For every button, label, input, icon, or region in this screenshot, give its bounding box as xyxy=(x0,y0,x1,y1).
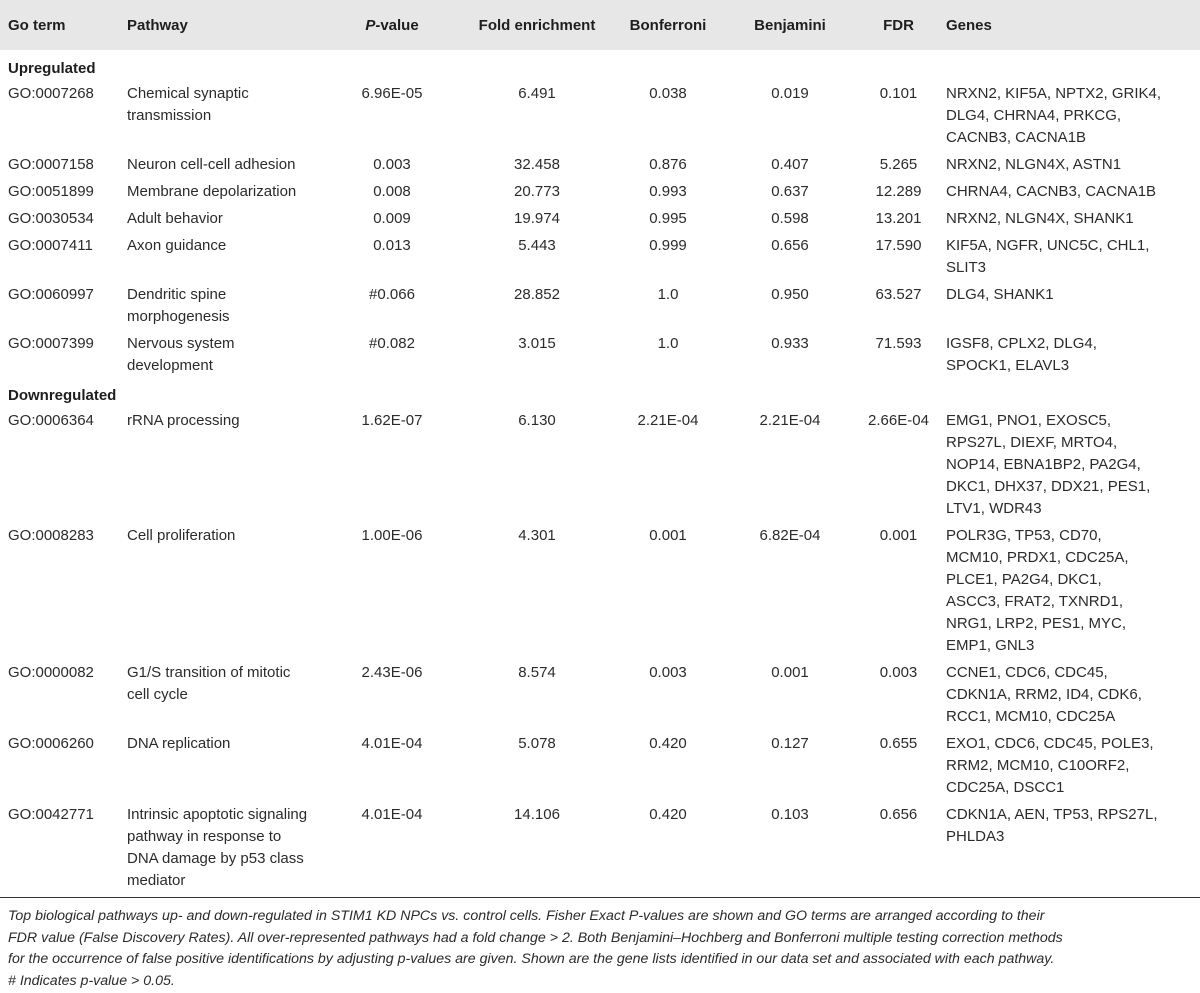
pathway-line: Intrinsic apoptotic signaling xyxy=(127,806,308,823)
genes-line: PHLDA3 xyxy=(946,828,1005,845)
table-row xyxy=(0,407,1200,525)
cell-fdr: 5.265 xyxy=(879,156,918,173)
cell-p-value: 1.00E-06 xyxy=(361,527,423,544)
genes-line: PLCE1, PA2G4, DKC1, xyxy=(946,571,1102,588)
cell-p-value: #0.082 xyxy=(369,335,415,352)
footnote-line: FDR value (False Discovery Rates). All over-represented pathways had a fold change > 2. Both Benjamini–Hochberg and Bonferroni multiple testing correction methods xyxy=(8,929,1063,946)
cell-pathway xyxy=(127,181,317,208)
cell-fold-enrichment: 8.574 xyxy=(518,664,556,681)
genes-line: CDKN1A, RRM2, ID4, CDK6, xyxy=(946,686,1142,703)
cell-pathway xyxy=(127,235,317,284)
genes-line: EXO1, CDC6, CDC45, POLE3, xyxy=(946,735,1154,752)
pathway-line: DNA damage by p53 class xyxy=(127,850,304,867)
pathway-line: Membrane depolarization xyxy=(127,183,297,200)
cell-go-term: GO:0060997 xyxy=(8,286,94,303)
genes-line: LTV1, WDR43 xyxy=(946,500,1042,517)
genes-line: POLR3G, TP53, CD70, xyxy=(946,527,1102,544)
cell-fold-enrichment: 6.130 xyxy=(518,412,556,429)
cell-bonferroni: 0.038 xyxy=(649,85,687,102)
cell-bonferroni: 1.0 xyxy=(657,286,679,303)
cell-go-term: GO:0030534 xyxy=(8,210,94,227)
cell-fold-enrichment: 20.773 xyxy=(514,183,560,200)
pathway-line: pathway in response to xyxy=(127,828,282,845)
cell-go-term: GO:0008283 xyxy=(8,527,94,544)
genes-line: CDKN1A, AEN, TP53, RPS27L, xyxy=(946,806,1158,823)
cell-pathway xyxy=(127,284,317,333)
cell-bonferroni: 1.0 xyxy=(657,335,679,352)
cell-p-value: 2.43E-06 xyxy=(361,664,423,681)
cell-p-value: 0.003 xyxy=(373,156,411,173)
table-header xyxy=(0,0,1200,50)
genes-line: SLIT3 xyxy=(946,259,987,276)
cell-go-term: GO:0006260 xyxy=(8,735,94,752)
cell-fdr: 12.289 xyxy=(875,183,922,200)
cell-pathway xyxy=(127,733,317,804)
header-p-value-italic: P xyxy=(365,16,376,34)
genes-line: RRM2, MCM10, C10ORF2, xyxy=(946,757,1130,774)
cell-benjamini: 0.598 xyxy=(771,210,809,227)
cell-pathway xyxy=(127,804,317,897)
genes-line: DKC1, DHX37, DDX21, PES1, xyxy=(946,478,1151,495)
cell-genes xyxy=(946,804,1200,897)
cell-fdr: 13.201 xyxy=(875,210,922,227)
cell-genes xyxy=(946,181,1200,208)
genes-line: CACNB3, CACNA1B xyxy=(946,129,1087,146)
genes-line: CHRNA4, CACNB3, CACNA1B xyxy=(946,183,1157,200)
genes-line: IGSF8, CPLX2, DLG4, xyxy=(946,335,1097,352)
genes-line: NRXN2, NLGN4X, SHANK1 xyxy=(946,210,1134,227)
genes-line: CCNE1, CDC6, CDC45, xyxy=(946,664,1108,681)
footnote-line: # Indicates p-value > 0.05. xyxy=(8,972,175,989)
cell-genes xyxy=(946,525,1200,662)
cell-fold-enrichment: 19.974 xyxy=(514,210,560,227)
table-row xyxy=(0,208,1200,235)
cell-pathway xyxy=(127,208,317,235)
cell-go-term: GO:0000082 xyxy=(8,664,94,681)
cell-fdr: 63.527 xyxy=(875,286,922,303)
pathway-line: morphogenesis xyxy=(127,308,230,325)
cell-benjamini: 0.127 xyxy=(771,735,809,752)
cell-bonferroni: 0.420 xyxy=(649,806,687,823)
section-row xyxy=(0,50,1200,80)
genes-line: KIF5A, NGFR, UNC5C, CHL1, xyxy=(946,237,1150,254)
cell-go-term: GO:0007399 xyxy=(8,335,94,352)
cell-p-value: 1.62E-07 xyxy=(361,412,423,429)
cell-bonferroni: 0.993 xyxy=(649,183,687,200)
cell-benjamini: 6.82E-04 xyxy=(759,527,821,544)
cell-benjamini: 0.001 xyxy=(771,664,809,681)
cell-p-value: 0.009 xyxy=(373,210,411,227)
header-fdr: FDR xyxy=(883,16,914,34)
header-genes: Genes xyxy=(946,16,992,34)
footnote-line: Top biological pathways up- and down-regulated in STIM1 KD NPCs vs. control cells. Fisher Exact P-values are shown and GO terms are arranged according to their xyxy=(8,908,1045,924)
cell-bonferroni: 0.876 xyxy=(649,156,687,173)
cell-fold-enrichment: 6.491 xyxy=(518,85,556,102)
cell-pathway xyxy=(127,525,317,662)
header-fold-enrichment: Fold enrichment xyxy=(478,16,596,34)
cell-p-value: 4.01E-04 xyxy=(361,735,423,752)
genes-line: RPS27L, DIEXF, MRTO4, xyxy=(946,434,1118,451)
pathway-line: DNA replication xyxy=(127,735,231,752)
cell-go-term: GO:0006364 xyxy=(8,412,94,429)
table-footnote xyxy=(0,897,1200,992)
footnote-line: for the occurrence of false positive identifications by adjusting p-values are given. Shown are the gene lists identified in our data set and associated with each pathway. xyxy=(8,951,1055,967)
cell-fold-enrichment: 3.015 xyxy=(518,335,556,352)
table-row xyxy=(0,804,1200,897)
table-row xyxy=(0,154,1200,181)
header-pathway: Pathway xyxy=(127,16,188,34)
header-p-value xyxy=(317,0,467,50)
pathway-line: G1/S transition of mitotic xyxy=(127,664,291,681)
cell-bonferroni: 0.001 xyxy=(649,527,687,544)
cell-fold-enrichment: 5.443 xyxy=(518,237,556,254)
pathway-line: Chemical synaptic xyxy=(127,85,249,102)
cell-bonferroni: 0.999 xyxy=(649,237,687,254)
genes-line: RCC1, MCM10, CDC25A xyxy=(946,708,1116,725)
cell-fdr: 0.655 xyxy=(879,735,918,752)
cell-fdr: 17.590 xyxy=(875,237,922,254)
cell-go-term: GO:0007158 xyxy=(8,156,94,173)
genes-line: NRXN2, NLGN4X, ASTN1 xyxy=(946,156,1122,173)
table-row xyxy=(0,181,1200,208)
pathway-line: development xyxy=(127,357,213,374)
genes-line: MCM10, PRDX1, CDC25A, xyxy=(946,549,1129,566)
genes-line: NRG1, LRP2, PES1, MYC, xyxy=(946,615,1127,632)
cell-bonferroni: 0.995 xyxy=(649,210,687,227)
cell-p-value: 6.96E-05 xyxy=(361,85,423,102)
cell-genes xyxy=(946,407,1200,525)
cell-go-term: GO:0007411 xyxy=(8,237,93,254)
cell-benjamini: 0.019 xyxy=(771,85,809,102)
cell-benjamini: 0.656 xyxy=(771,237,809,254)
table-row xyxy=(0,284,1200,333)
genes-line: NRXN2, KIF5A, NPTX2, GRIK4, xyxy=(946,85,1162,102)
cell-go-term: GO:0042771 xyxy=(8,806,94,823)
cell-p-value: #0.066 xyxy=(369,286,415,303)
cell-fdr: 2.66E-04 xyxy=(868,412,929,429)
cell-fold-enrichment: 5.078 xyxy=(518,735,556,752)
cell-bonferroni: 0.003 xyxy=(649,664,687,681)
cell-genes xyxy=(946,333,1200,382)
pathway-line: Dendritic spine xyxy=(127,286,227,303)
table-row xyxy=(0,525,1200,662)
cell-pathway xyxy=(127,407,317,525)
table-row xyxy=(0,733,1200,804)
pathway-line: transmission xyxy=(127,107,212,124)
cell-benjamini: 0.933 xyxy=(771,335,809,352)
table-row xyxy=(0,662,1200,733)
section-row xyxy=(0,382,1200,407)
cell-benjamini: 0.950 xyxy=(771,286,809,303)
cell-go-term: GO:0007268 xyxy=(8,85,94,102)
cell-fold-enrichment: 14.106 xyxy=(514,806,560,823)
header-benjamini: Benjamini xyxy=(754,16,826,34)
cell-fdr: 0.101 xyxy=(879,85,918,102)
cell-fold-enrichment: 4.301 xyxy=(518,527,556,544)
header-go-term: Go term xyxy=(8,16,66,34)
cell-pathway xyxy=(127,333,317,382)
cell-genes xyxy=(946,284,1200,333)
genes-line: DLG4, CHRNA4, PRKCG, xyxy=(946,107,1122,124)
pathway-line: Axon guidance xyxy=(127,237,227,254)
cell-fold-enrichment: 28.852 xyxy=(514,286,560,303)
genes-line: DLG4, SHANK1 xyxy=(946,286,1054,303)
cell-fdr: 0.003 xyxy=(879,664,918,681)
pathway-line: rRNA processing xyxy=(127,412,240,429)
cell-p-value: 4.01E-04 xyxy=(361,806,423,823)
cell-pathway xyxy=(127,662,317,733)
cell-fold-enrichment: 32.458 xyxy=(514,156,560,173)
cell-genes xyxy=(946,733,1200,804)
cell-genes xyxy=(946,235,1200,284)
cell-benjamini: 0.407 xyxy=(771,156,809,173)
section-title: Upregulated xyxy=(8,60,96,77)
cell-bonferroni: 2.21E-04 xyxy=(637,412,699,429)
pathway-line: mediator xyxy=(127,872,186,889)
cell-genes xyxy=(946,80,1200,154)
header-p-value-rest: -value xyxy=(375,16,419,34)
cell-genes xyxy=(946,208,1200,235)
genes-line: EMP1, GNL3 xyxy=(946,637,1035,654)
pathway-line: Nervous system xyxy=(127,335,235,352)
genes-line: CDC25A, DSCC1 xyxy=(946,779,1065,796)
pathway-line: Neuron cell-cell adhesion xyxy=(127,156,296,173)
genes-line: ASCC3, FRAT2, TXNRD1, xyxy=(946,593,1123,610)
cell-bonferroni: 0.420 xyxy=(649,735,687,752)
pathway-line: Adult behavior xyxy=(127,210,223,227)
cell-fdr: 0.656 xyxy=(879,806,918,823)
table-row xyxy=(0,80,1200,154)
genes-line: SPOCK1, ELAVL3 xyxy=(946,357,1070,374)
cell-fdr: 71.593 xyxy=(875,335,922,352)
header-bonferroni: Bonferroni xyxy=(629,16,707,34)
genes-line: NOP14, EBNA1BP2, PA2G4, xyxy=(946,456,1141,473)
cell-pathway xyxy=(127,80,317,154)
cell-benjamini: 2.21E-04 xyxy=(759,412,821,429)
table-body xyxy=(0,50,1200,897)
header-row xyxy=(0,0,1200,50)
pathway-line: Cell proliferation xyxy=(127,527,236,544)
cell-p-value: 0.013 xyxy=(373,237,411,254)
table-row xyxy=(0,333,1200,382)
cell-genes xyxy=(946,154,1200,181)
cell-benjamini: 0.637 xyxy=(771,183,809,200)
section-title: Downregulated xyxy=(8,387,117,404)
cell-fdr: 0.001 xyxy=(879,527,918,544)
cell-benjamini: 0.103 xyxy=(771,806,809,823)
cell-pathway xyxy=(127,154,317,181)
cell-go-term: GO:0051899 xyxy=(8,183,94,200)
pathway-line: cell cycle xyxy=(127,686,188,703)
genes-line: EMG1, PNO1, EXOSC5, xyxy=(946,412,1112,429)
cell-p-value: 0.008 xyxy=(373,183,411,200)
table-row xyxy=(0,235,1200,284)
cell-genes xyxy=(946,662,1200,733)
